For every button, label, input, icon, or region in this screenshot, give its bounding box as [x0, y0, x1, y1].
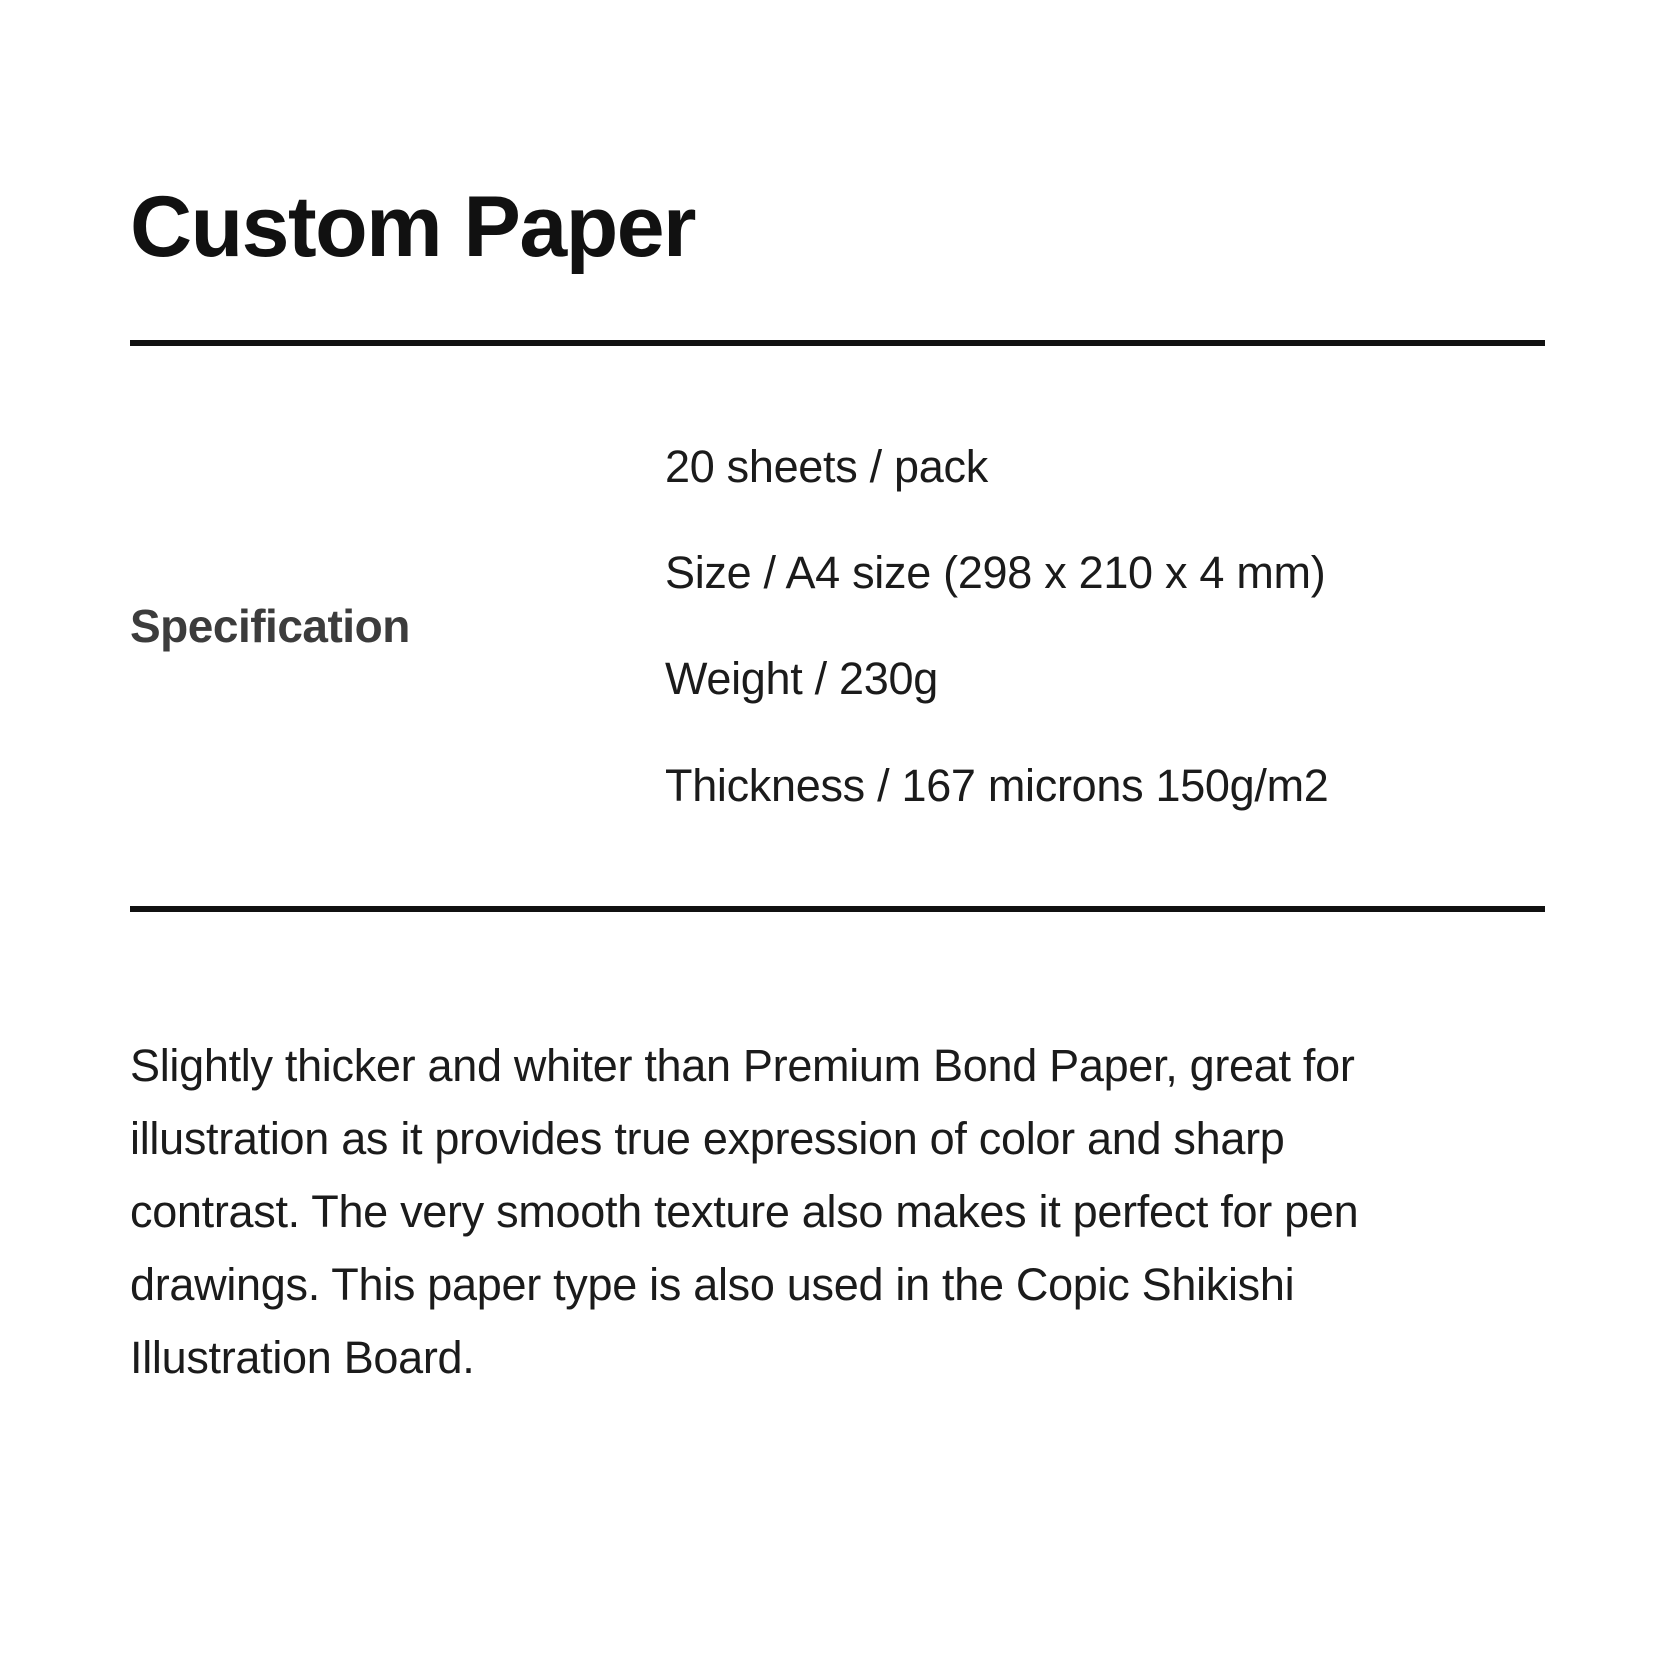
spec-line-sheets: 20 sheets / pack [665, 440, 988, 492]
specification-section [130, 346, 1545, 906]
product-description: Slightly thicker and whiter than Premium Bond Paper, great for illustration as it provides true expression of color and sharp contrast. The very smooth texture also makes it perfect for pen drawings. This paper type is also used in the Copic Shikishi Illustration Board. [130, 1040, 1359, 1383]
spec-line-thickness: Thickness / 167 microns 150g/m2 [665, 759, 1329, 811]
specification-label: Specification [130, 600, 410, 653]
specification-values [665, 442, 1545, 812]
spec-line-weight: Weight / 230g [665, 653, 938, 705]
page-title: Custom Paper [130, 179, 696, 275]
divider-bottom [130, 906, 1545, 912]
spec-line-size: Size / A4 size (298 x 210 x 4 mm) [665, 546, 1326, 598]
